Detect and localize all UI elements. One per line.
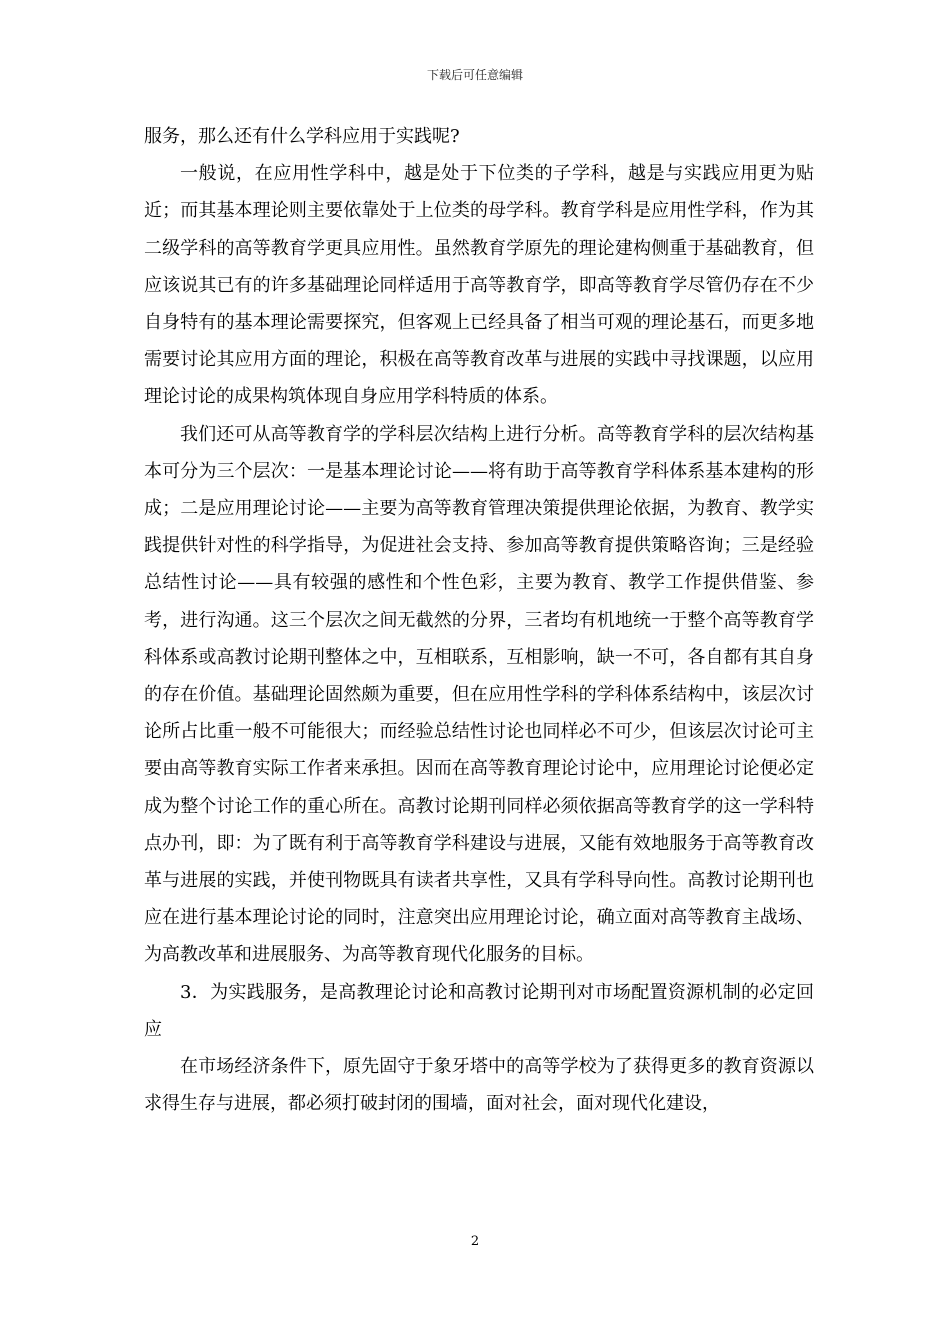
paragraph: 在市场经济条件下，原先固守于象牙塔中的高等学校为了获得更多的教育资源以求得生存与进展，都必须打破封闭的围墙，面对社会，面对现代化建设， <box>144 1056 814 1115</box>
page-header: 下载后可任意编辑 <box>426 68 523 82</box>
paragraph: 我们还可从高等教育学的学科层次结构上进行分析。高等教育学科的层次结构基本可分为三个层次：一是基本理论讨论——将有助于高等教育学科体系基本建构的形成；二是应用理论讨论——主要为高等教育管理决策提供理论依据，为教育、教学实践提供针对性的科学指导，为促进社会支持、参加高等教育提供策略咨询；三是经验总结性讨论——具有较强的感性和个性色彩，主要为教育、教学工作提供借鉴、参考，进行沟通。这三个层次之间无截然的分界，三者均有机地统一于整个高等教育学科体系或高教讨论期刊整体之中，互相联系，互相影响，缺一不可，各自都有其自身的存在价值。基础理论固然颇为重要，但在应用性学科的学科体系结构中，该层次讨论所占比重一般不可能很大；而经验总结性讨论也同样必不可少，但该层次讨论可主要由高等教育实际工作者来承担。因而在高等教育理论讨论中，应用理论讨论便必定成为整个讨论工作的重心所在。高教讨论期刊同样必须依据高等教育学的这一学科特点办刊，即：为了既有利于高等教育学科建设与进展，又能有效地服务于高等教育改革与进展的实践，并使刊物既具有读者共享性，又具有学科导向性。高教讨论期刊也应在进行基本理论讨论的同时，注意突出应用理论讨论，确立面对高等教育主战场、为高教改革和进展服务、为高等教育现代化服务的目标。 <box>144 423 814 966</box>
document-body <box>144 118 814 1122</box>
paragraph: 一般说，在应用性学科中，越是处于下位类的子学科，越是与实践应用更为贴近；而其基本理论则主要依靠处于上位类的母学科。教育学科是应用性学科，作为其二级学科的高等教育学更具应用性。虽然教育学原先的理论建构侧重于基础教育，但应该说其已有的许多基础理论同样适用于高等教育学，即高等教育学尽管仍存在不少自身特有的基本理论需要探究，但客观上已经具备了相当可观的理论基石，而更多地需要讨论其应用方面的理论，积极在高等教育改革与进展的实践中寻找课题，以应用理论讨论的成果构筑体现自身应用学科特质的体系。 <box>144 163 814 408</box>
section-heading: 3．为实践服务，是高教理论讨论和高教讨论期刊对市场配置资源机制的必定回应 <box>144 981 814 1040</box>
page-number: 2 <box>470 1234 480 1249</box>
paragraph-continuation: 服务，那么还有什么学科应用于实践呢? <box>144 126 460 147</box>
